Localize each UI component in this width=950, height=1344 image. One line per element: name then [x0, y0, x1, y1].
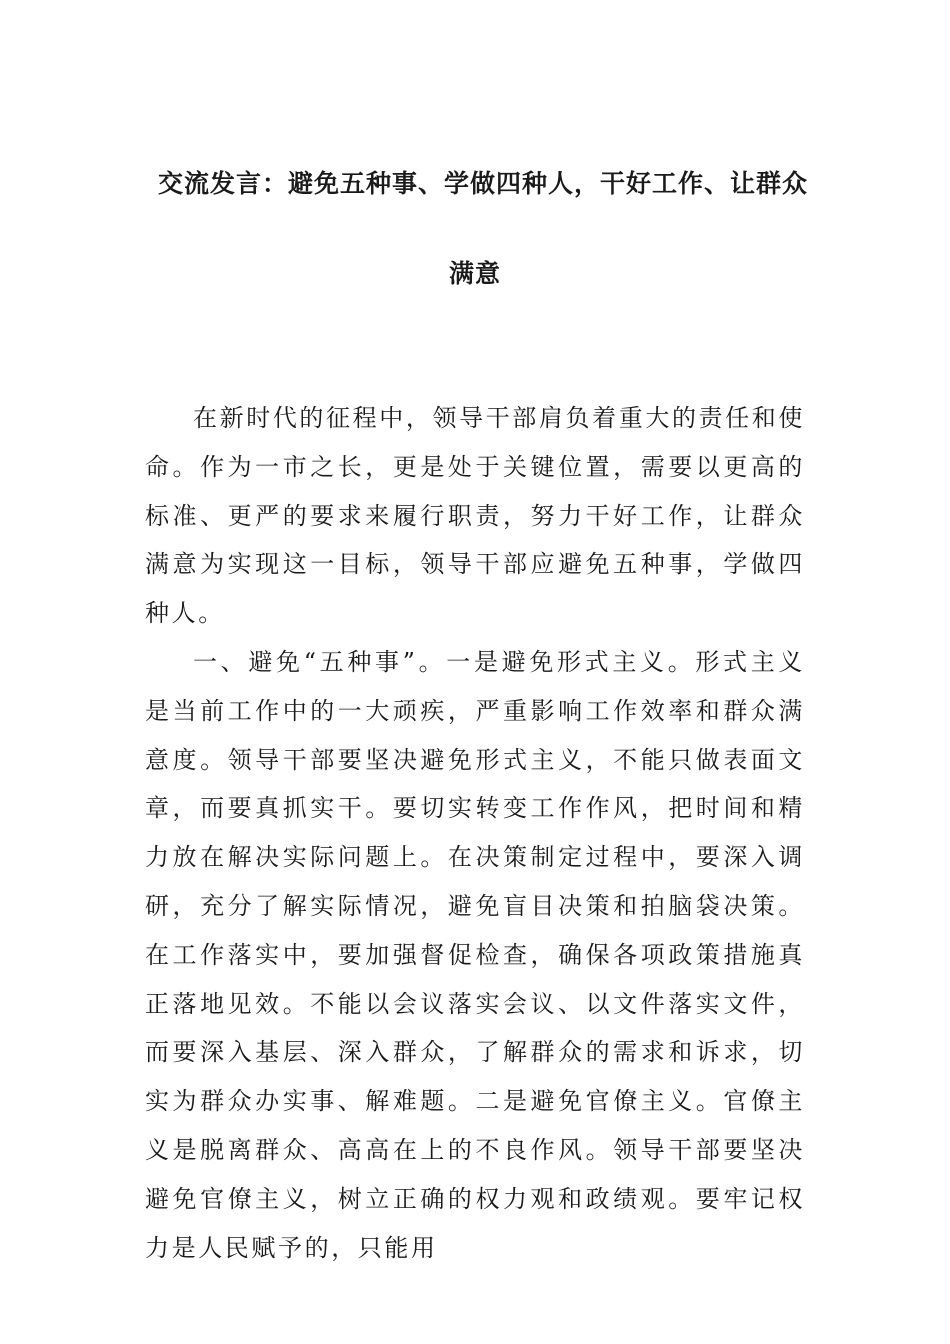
document-body [145, 394, 805, 1262]
body-paragraph-2: 一、避免“五种事”。一是避免形式主义。形式主义是当前工作中的一大顽疾，严重影响工作效率和群众满意度。领导干部要坚决避免形式主义，不能只做表面文章，而要真抓实干。要切实转变工作作风，把时间和精力放在解决实际问题上。在决策制定过程中，要深入调研，充分了解实际情况，避免盲目决策和拍脑袋决策。在工作落实中，要加强督促检查，确保各项政策措施真正落地见效。不能以会议落实会议、以文件落实文件，而要深入基层、深入群众，了解群众的需求和诉求，切实为群众办实事、解难题。二是避免官僚主义。官僚主义是脱离群众、高高在上的不良作风。领导干部要坚决避免官僚主义，树立正确的权力观和政绩观。要牢记权力是人民赋予的，只能用 [145, 647, 805, 1262]
document-title-line-1: 交流发言：避免五种事、学做四种人，干好工作、让群众 [158, 169, 809, 198]
body-paragraph-1: 在新时代的征程中，领导干部肩负着重大的责任和使命。作为一市之长，更是处于关键位置，需要以更高的标准、更严的要求来履行职责，努力干好工作，让群众满意为实现这一目标，领导干部应避免五种事，学做四种人。 [145, 404, 805, 628]
document-title-line-2: 满意 [448, 259, 501, 288]
